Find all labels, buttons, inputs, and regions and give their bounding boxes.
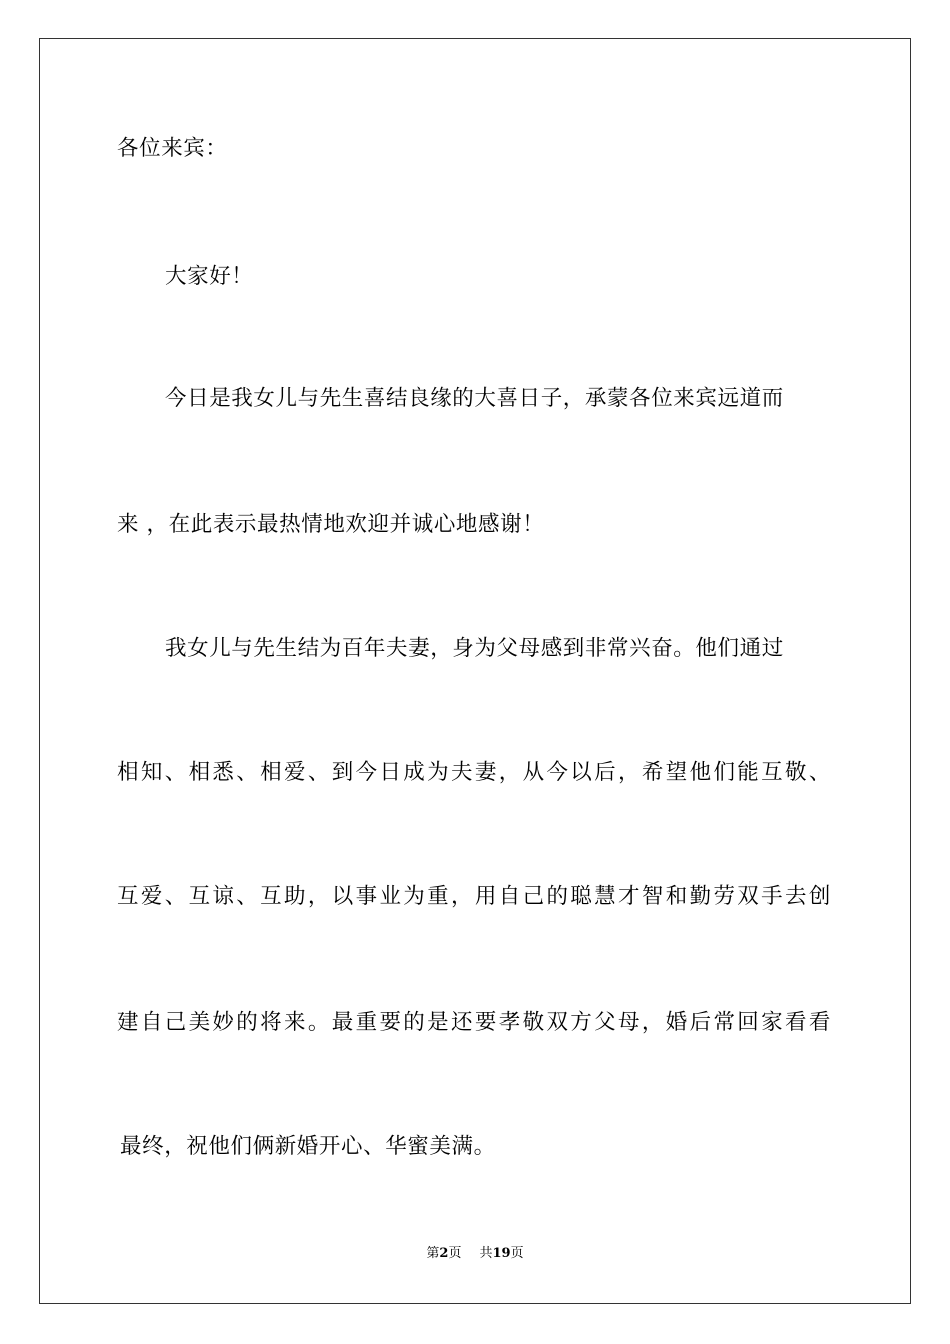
page-suffix: 页 bbox=[448, 1246, 462, 1261]
paragraph-1-line-1: 今日是我女儿与先生喜结良缘的大喜日子，承蒙各位来宾远道而 bbox=[165, 386, 784, 411]
paragraph-2-line-1: 我女儿与先生结为百年夫妻，身为父母感到非常兴奋。他们通过 bbox=[165, 636, 784, 661]
page-border bbox=[39, 38, 911, 1304]
paragraph-2-line-2: 相知、相悉、相爱、到今日成为夫妻，从今以后，希望他们能互敬、 bbox=[117, 760, 831, 785]
total-pages: 19 bbox=[492, 1246, 511, 1261]
paragraph-2-line-4: 建自己美妙的将来。最重要的是还要孝敬双方父母，婚后常回家看看 bbox=[117, 1010, 831, 1035]
greeting: 大家好！ bbox=[165, 264, 254, 289]
total-suffix: 页 bbox=[510, 1246, 524, 1261]
paragraph-2-line-3: 互爱、互谅、互助，以事业为重，用自己的聪慧才智和勤劳双手去创 bbox=[117, 884, 831, 909]
paragraph-1-line-2: 来 ，在此表示最热情地欢迎并诚心地感谢！ bbox=[117, 512, 545, 537]
page-number: 2 bbox=[439, 1246, 449, 1261]
salutation: 各位来宾： bbox=[117, 136, 228, 161]
paragraph-2-line-5: 最终，祝他们俩新婚开心、华蜜美满。 bbox=[120, 1134, 496, 1159]
page-footer bbox=[0, 1244, 950, 1264]
page-prefix: 第 bbox=[426, 1246, 440, 1261]
total-prefix: 共 bbox=[479, 1246, 493, 1261]
